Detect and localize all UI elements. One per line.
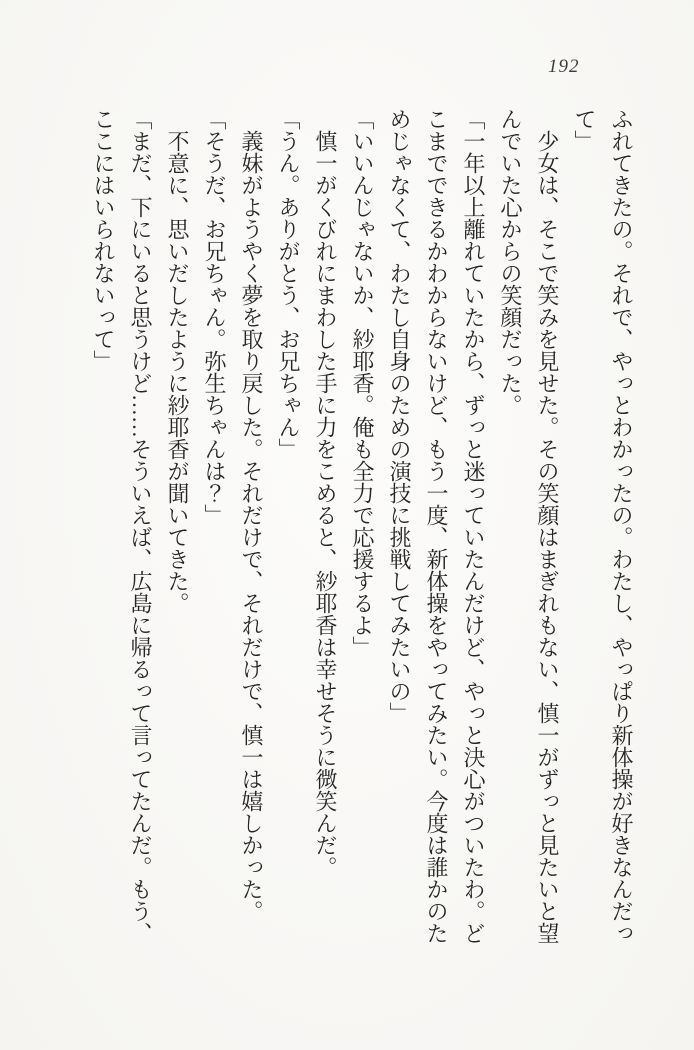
paragraph-narration: 不意に、思いだしたように紗耶香が聞いてきた。 [165,130,190,614]
text-block [85,108,640,946]
paragraph-dialogue: 「まだ、下にいると思うけど……そういえば、広島に帰るって言ってたんだ。もう、ここにはいられないって」 [91,108,153,944]
paragraph-dialogue: 「そうだ、お兄ちゃん。弥生ちゃんは？」 [202,108,227,526]
paragraph-dialogue: 「うん。ありがとう、お兄ちゃん」 [276,108,301,460]
paragraph-narration: 少女は、そこで笑みを見せた。その笑顔はまぎれもない、慎一がずっと見たいと望んでいた心からの笑顔だった。 [498,108,560,944]
paragraph-dialogue: 「一年以上離れていたから、ずっと迷っていたんだけど、やっと決心がついたわ。どこまでできるかわからないけど、もう一度、新体操をやってみたい。今度は誰かのためじゃなくて、わたし自身のための演技に挑戦してみたいの」 [387,108,486,944]
paragraph-dialogue: 「いいんじゃないか、紗耶香。俺も全力で応援するよ」 [350,108,375,658]
paragraph-narration: 慎一がくびれにまわした手に力をこめると、紗耶香は幸せそうに微笑んだ。 [313,130,338,878]
page-number: 192 [548,56,580,77]
paragraph-narration: 義妹がようやく夢を取り戻した。それだけで、それだけで、慎一は嬉しかった。 [239,130,264,922]
paragraph-continuation: ふれてきたの。それで、やっとわかったの。わたし、やっぱり新体操が好きなんだって」 [572,108,634,944]
